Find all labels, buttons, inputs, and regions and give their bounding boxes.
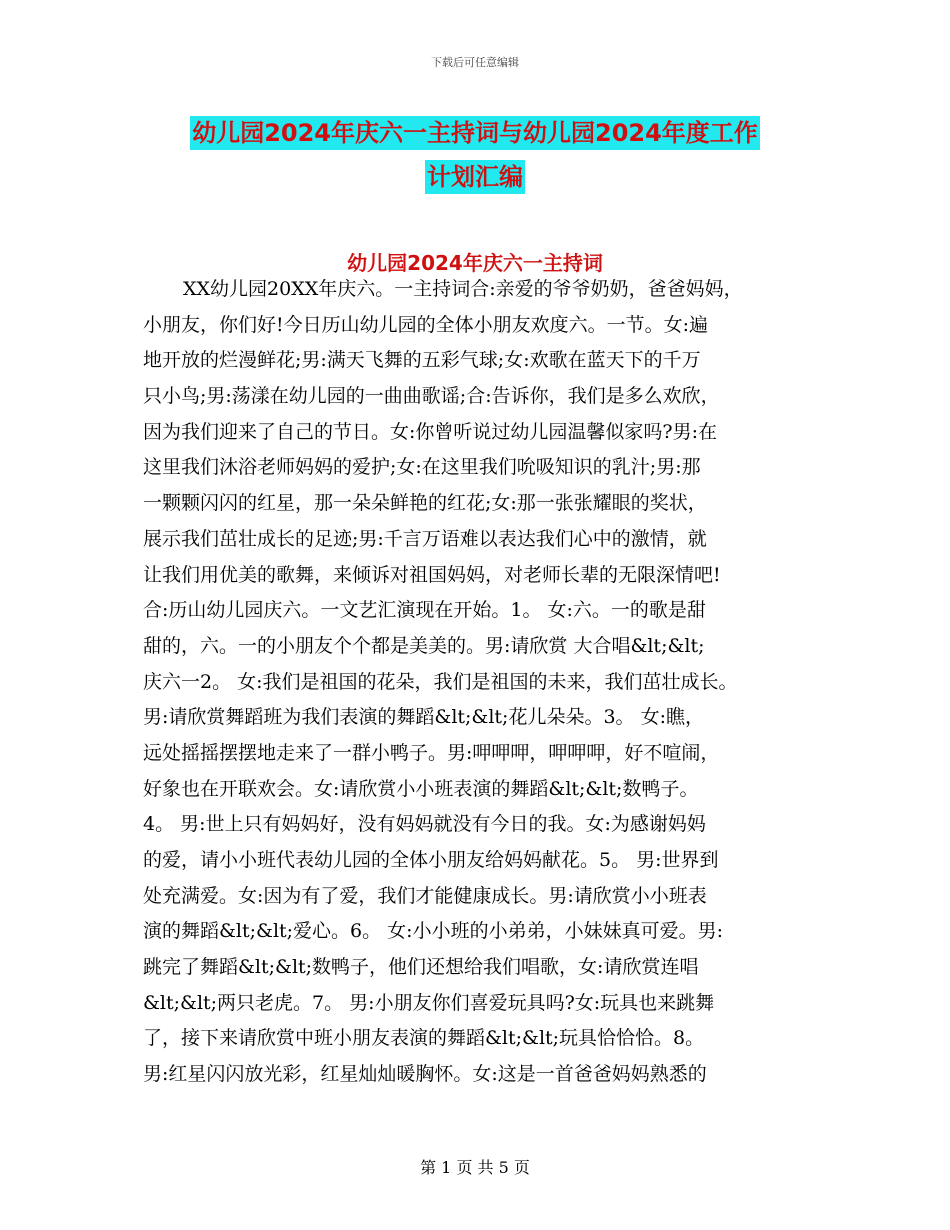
body-line: &lt;&lt;两只老虎。7。 男:小朋友你们喜爱玩具吗?女:玩具也来跳舞 xyxy=(143,991,715,1014)
body-line: 庆六一2。 女:我们是祖国的花朵，我们是祖国的未来，我们茁壮成长。 xyxy=(143,670,738,693)
body-line: 展示我们茁壮成长的足迹;男:千言万语难以表达我们心中的激情，就 xyxy=(143,527,707,550)
body-line: 好象也在开联欢会。女:请欣赏小小班表演的舞蹈&lt;&lt;数鸭子。 xyxy=(143,777,699,800)
body-line: 演的舞蹈&lt;&lt;爱心。6。 女:小小班的小弟弟，小妹妹真可爱。男: xyxy=(143,920,723,943)
body-line: 远处摇摇摆摆地走来了一群小鸭子。男:呷呷呷，呷呷呷，好不喧闹， xyxy=(143,741,720,764)
document-title-text-1: 幼儿园2024年庆六一主持词与幼儿园2024年度工作 xyxy=(190,116,760,150)
header-note: 下载后可任意编辑 xyxy=(431,56,519,69)
section-title: 幼儿园2024年庆六一主持词 xyxy=(347,251,603,275)
body-line: 地开放的烂漫鲜花;男:满天飞舞的五彩气球;女:欢歌在蓝天下的千万 xyxy=(143,349,701,372)
body-line: 的爱，请小小班代表幼儿园的全体小朋友给妈妈献花。5。 男:世界到 xyxy=(143,849,719,871)
body-text xyxy=(143,272,833,1093)
document-title-line-2 xyxy=(0,157,950,192)
document-title-line-1 xyxy=(0,113,950,148)
page-footer: 第 1 页 共 5 页 xyxy=(420,1158,530,1177)
body-line: 4。 男:世上只有妈妈好，没有妈妈就没有今日的我。女:为感谢妈妈 xyxy=(143,813,706,836)
body-line: 合:历山幼儿园庆六。一文艺汇演现在开始。1。 女:六。一的歌是甜 xyxy=(143,599,706,622)
body-line: 让我们用优美的歌舞，来倾诉对祖国妈妈，对老师长辈的无限深情吧! xyxy=(143,563,721,586)
body-line: 因为我们迎来了自己的节日。女:你曾听说过幼儿园温馨似家吗?男:在 xyxy=(143,420,717,443)
body-line: XX幼儿园20XX年庆六。一主持词合:亲爱的爷爷奶奶，爸爸妈妈， xyxy=(183,278,743,300)
body-line: 小朋友，你们好!今日历山幼儿园的全体小朋友欢度六。一节。女:遍 xyxy=(143,313,709,336)
body-line: 甜的，六。一的小朋友个个都是美美的。男:请欣赏 大合唱&lt;&lt; xyxy=(143,634,705,657)
body-line: 男:红星闪闪放光彩，红星灿灿暖胸怀。女:这是一首爸爸妈妈熟悉的 xyxy=(143,1063,707,1086)
body-line: 跳完了舞蹈&lt;&lt;数鸭子，他们还想给我们唱歌，女:请欣赏连唱 xyxy=(143,956,699,979)
body-line: 这里我们沐浴老师妈妈的爱护;女:在这里我们吮吸知识的乳汁;男:那 xyxy=(143,456,701,479)
body-line: 处充满爱。女:因为有了爱，我们才能健康成长。男:请欣赏小小班表 xyxy=(143,884,707,907)
body-line: 了，接下来请欣赏中班小朋友表演的舞蹈&lt;&lt;玩具恰恰恰。8。 xyxy=(143,1027,705,1050)
body-line: 男:请欣赏舞蹈班为我们表演的舞蹈&lt;&lt;花儿朵朵。3。 女:瞧， xyxy=(143,706,704,729)
body-line: 一颗颗闪闪的红星，那一朵朵鲜艳的红花;女:那一张张耀眼的奖状， xyxy=(143,492,707,515)
document-title-text-2: 计划汇编 xyxy=(425,160,525,194)
body-line: 只小鸟;男:荡漾在幼儿园的一曲曲歌谣;合:告诉你，我们是多么欢欣， xyxy=(143,385,720,408)
